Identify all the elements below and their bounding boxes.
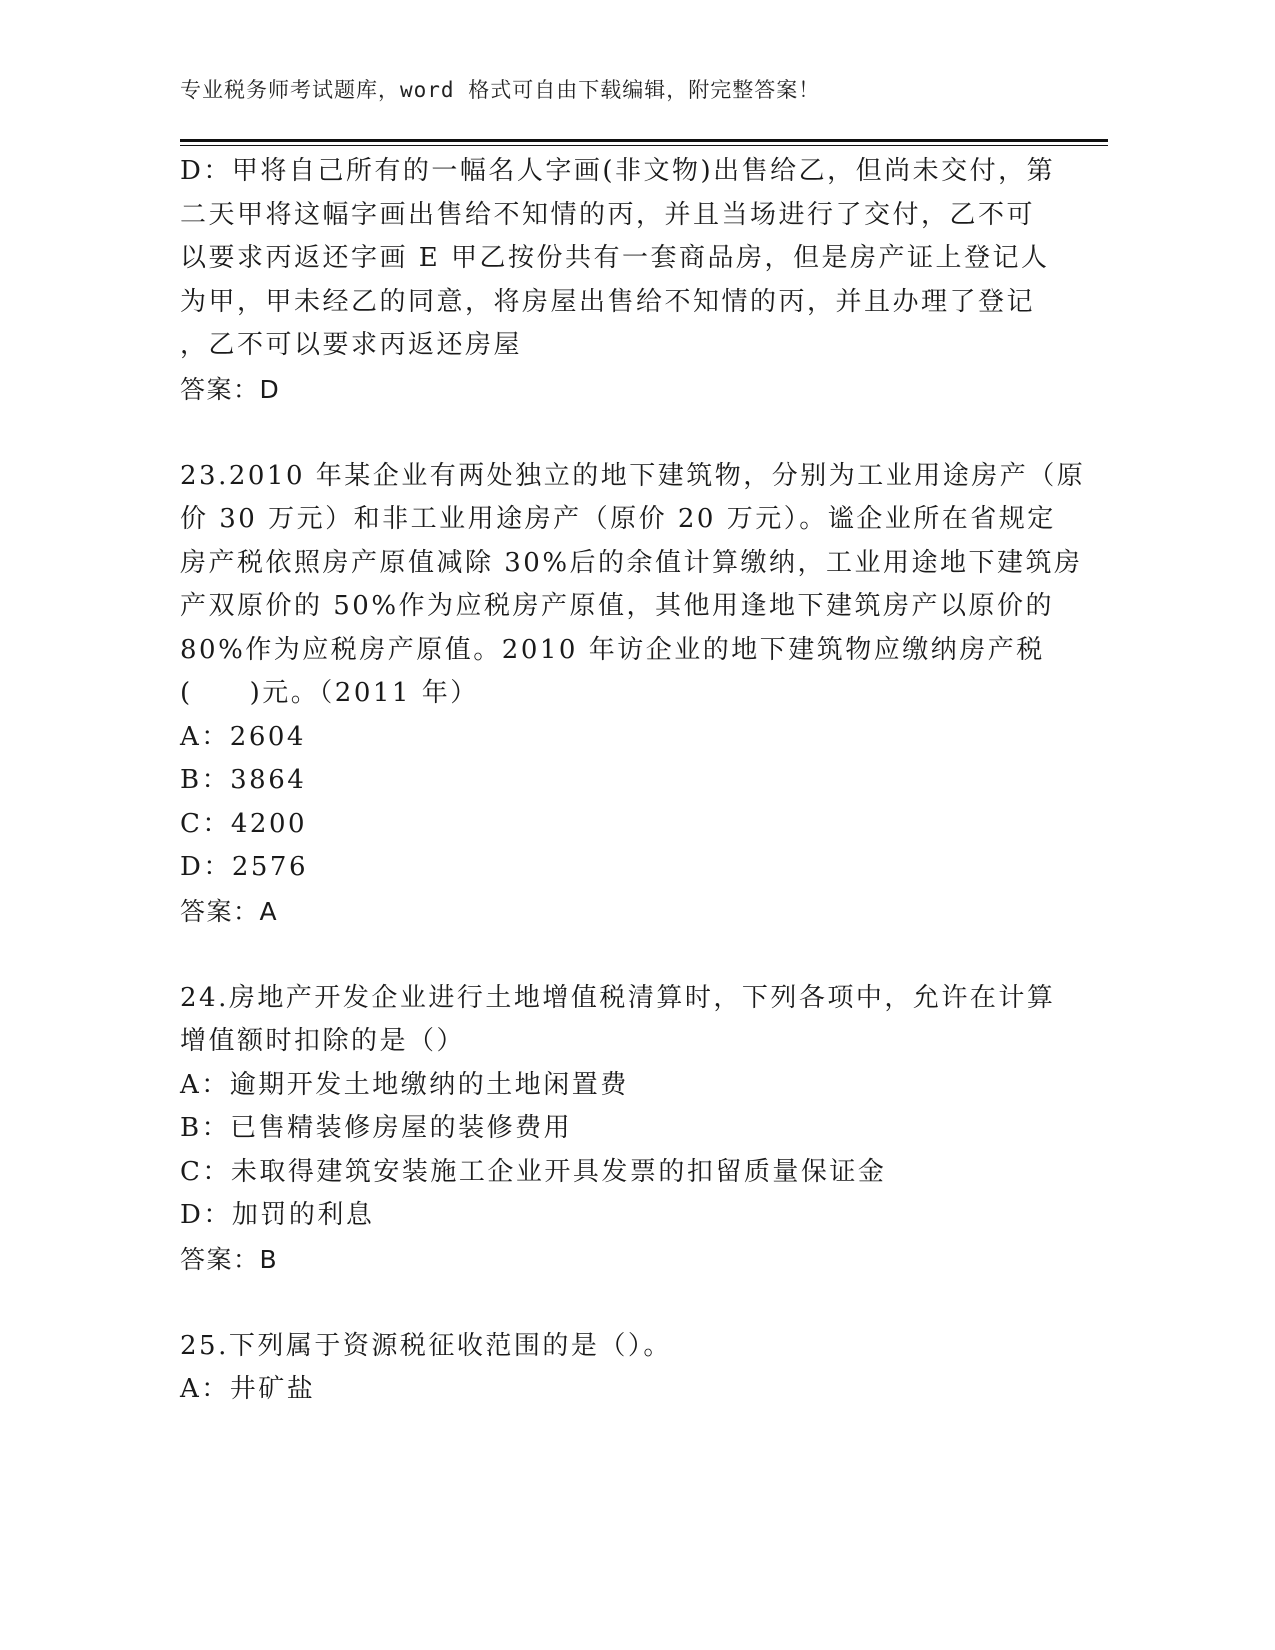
option-line: B：已售精装修房屋的装修费用 <box>180 1113 573 1143</box>
question-block <box>180 455 1086 934</box>
question-line: 二天甲将这幅字画出售给不知情的丙，并且当场进行了交付，乙不可 <box>180 199 1036 230</box>
question-line: 为甲，甲未经乙的同意，将房屋出售给不知情的丙，并且办理了登记 <box>180 286 1036 317</box>
question-block <box>180 1325 1060 1412</box>
option-line: C：未取得建筑安装施工企业开具发票的扣留质量保证金 <box>180 1156 887 1187</box>
option-line: A：井矿盐 <box>180 1374 316 1404</box>
option-line: A：2604 <box>180 721 306 752</box>
option-line: A：逾期开发土地缴纳的土地闲置费 <box>180 1069 629 1100</box>
question-line: 房产税依照房产原值减除 30%后的余值计算缴纳，工业用途地下建筑房 <box>180 547 1083 578</box>
question-line: 25.下列属于资源税征收范围的是（）。 <box>180 1330 672 1361</box>
question-block <box>180 977 1060 1282</box>
answer-line: 答案：D <box>180 374 281 404</box>
question-line: 以要求丙返还字画 E 甲乙按份共有一套商品房，但是房产证上登记人 <box>180 243 1050 273</box>
option-line: D：2576 <box>180 852 309 882</box>
option-line: B：3864 <box>180 765 307 795</box>
question-line: 23.2010 年某企业有两处独立的地下建筑物，分别为工业用途房产（原 <box>180 460 1086 491</box>
question-line: 产双原价的 50%作为应税房产原值，其他用逢地下建筑房产以原价的 <box>180 591 1055 621</box>
answer-line: 答案：B <box>180 1244 279 1274</box>
question-line: 24.房地产开发企业进行土地增值税清算时，下列各项中，允许在计算 <box>180 982 1056 1013</box>
question-line: ( )元。（2011 年） <box>180 678 479 708</box>
question-line: 80%作为应税房产原值。2010 年访企业的地下建筑物应缴纳房产税 <box>180 634 1045 665</box>
question-line: D：甲将自己所有的一幅名人字画(非文物)出售给乙，但尚未交付，第 <box>180 156 1056 186</box>
question-line: 增值额时扣除的是（） <box>180 1026 466 1056</box>
header-divider-thick <box>180 139 1108 142</box>
block-spacer <box>180 411 1060 455</box>
option-line: C：4200 <box>180 808 308 839</box>
header-divider-thin <box>180 145 1108 146</box>
page-header: 专业税务师考试题库，word 格式可自由下载编辑，附完整答案！ <box>180 78 821 102</box>
option-line: D：加罚的利息 <box>180 1200 375 1230</box>
block-spacer <box>180 1281 1060 1325</box>
question-content <box>180 150 1086 1412</box>
question-line: 价 30 万元）和非工业用途房产（原价 20 万元）。谧企业所在省规定 <box>180 504 1056 534</box>
answer-line: 答案：A <box>180 896 279 926</box>
question-block <box>180 150 1060 411</box>
question-line: ，乙不可以要求丙返还房屋 <box>180 330 523 360</box>
block-spacer <box>180 933 1060 977</box>
